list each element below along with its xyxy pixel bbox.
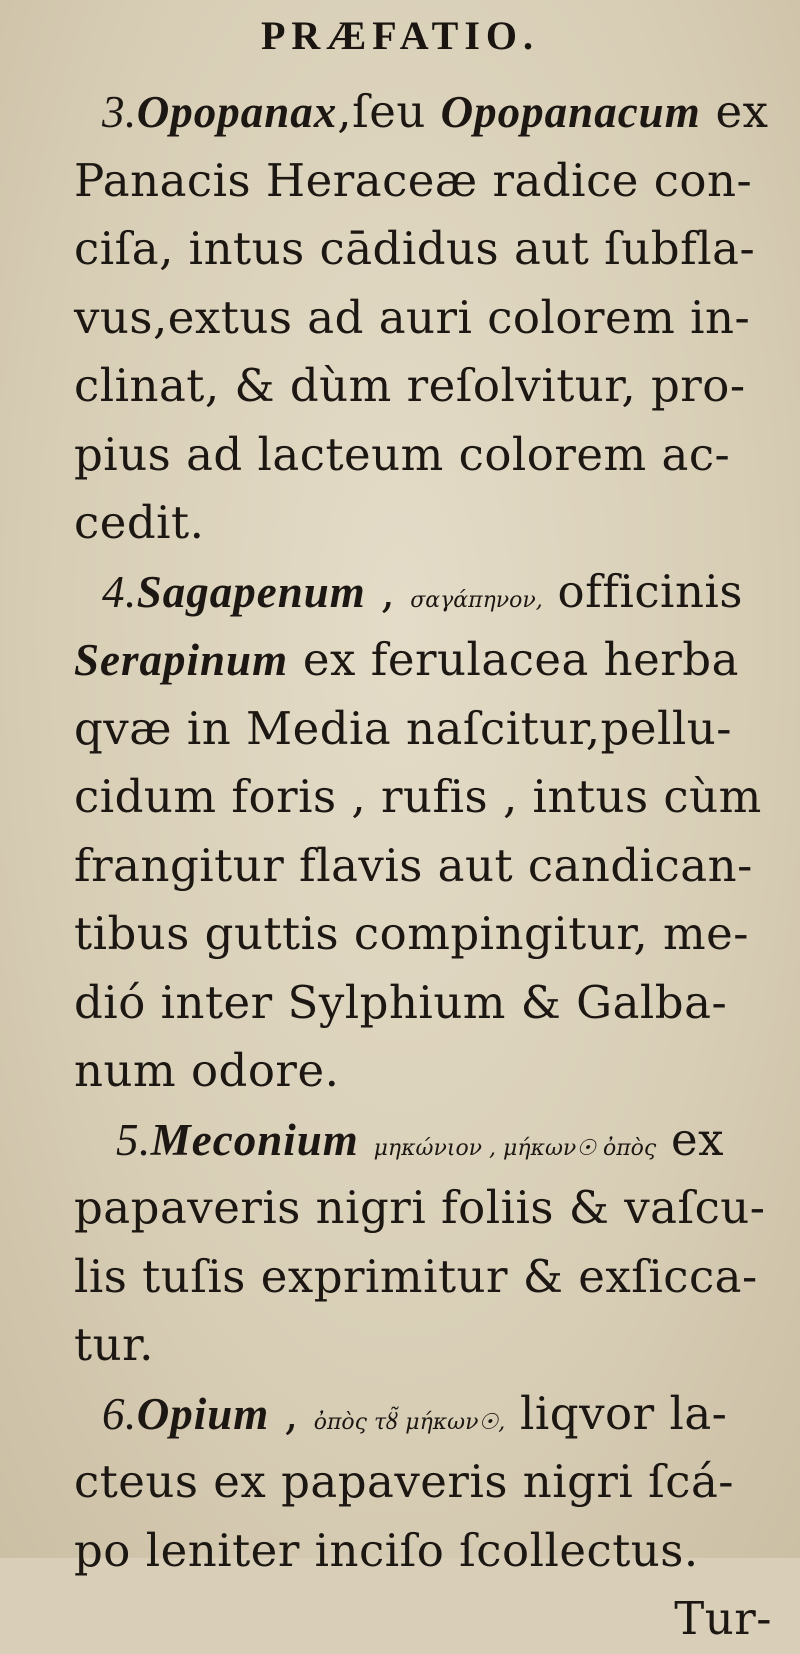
text-line: po leniter inciſo ſcollectus. bbox=[74, 1523, 699, 1577]
catchword: Tur- bbox=[674, 1592, 772, 1645]
text-line: papaveris nigri foliis & vaſcu- bbox=[74, 1181, 766, 1234]
text-line: qvæ in Media naſcitur,pellu- bbox=[74, 701, 732, 755]
term-name: Sagapenum bbox=[136, 566, 366, 617]
line-text: , bbox=[269, 1386, 314, 1440]
line-text bbox=[359, 1113, 374, 1166]
item-number: 3. bbox=[102, 87, 137, 137]
greek-term: σαγάπηνον, bbox=[410, 587, 543, 613]
text-line: dió inter Sylphium & Galba- bbox=[74, 975, 728, 1029]
greek-term: ὀπὸς τȣ̃ μήκων☉, bbox=[313, 1409, 506, 1435]
term-name: Opopanacum bbox=[440, 87, 701, 137]
text-line: clinat, & dùm reſolvitur, pro- bbox=[74, 359, 746, 412]
line-text: liqvor la- bbox=[505, 1386, 728, 1440]
text-line: frangitur flavis aut candican- bbox=[74, 838, 753, 892]
text-line: pius ad lacteum colorem ac- bbox=[74, 427, 731, 481]
item-number: 6. bbox=[102, 1388, 137, 1439]
line-text: ex ferulacea herba bbox=[288, 633, 739, 686]
text-line: cteus ex papaveris nigri ſcá- bbox=[74, 1455, 735, 1508]
text-line: tibus guttis compingitur, me- bbox=[74, 907, 749, 960]
term-name: Opopanax bbox=[136, 87, 338, 137]
text-line: lis tuſis exprimitur & exſicca- bbox=[74, 1249, 758, 1303]
greek-term: μηκώνιον , μήκων☉ ὀπὸς bbox=[373, 1135, 657, 1161]
line-text: ex bbox=[656, 1112, 725, 1166]
text-line: cidum foris , rufis , intus cùm bbox=[74, 770, 762, 823]
line-text: , bbox=[365, 564, 411, 618]
text-line bbox=[74, 558, 778, 627]
text-line: num odore. bbox=[74, 1044, 340, 1097]
term-name: Serapinum bbox=[74, 635, 289, 685]
item-number: 5. bbox=[116, 1114, 151, 1165]
text-line: Panacis Heraceæ radice con- bbox=[74, 153, 753, 207]
text-line bbox=[74, 78, 778, 147]
term-name: Opium bbox=[136, 1388, 270, 1439]
item-number: 4. bbox=[102, 566, 137, 617]
line-text: ex bbox=[700, 85, 769, 138]
line-text: ,ſeu bbox=[337, 85, 441, 138]
text-line: ciſa, intus cādidus aut ſubfla- bbox=[74, 222, 756, 275]
term-name: Meconium bbox=[150, 1114, 359, 1165]
text-line: vus,extus ad auri colorem in- bbox=[74, 290, 751, 344]
text-line bbox=[74, 626, 778, 695]
line-text: officinis bbox=[542, 564, 743, 618]
text-line bbox=[74, 1106, 778, 1175]
text-line: cedit. bbox=[74, 496, 205, 549]
body-text bbox=[74, 78, 778, 1654]
text-line bbox=[74, 1380, 778, 1449]
page-header: PRÆFATIO. bbox=[260, 13, 540, 58]
text-line: tur. bbox=[74, 1318, 154, 1371]
